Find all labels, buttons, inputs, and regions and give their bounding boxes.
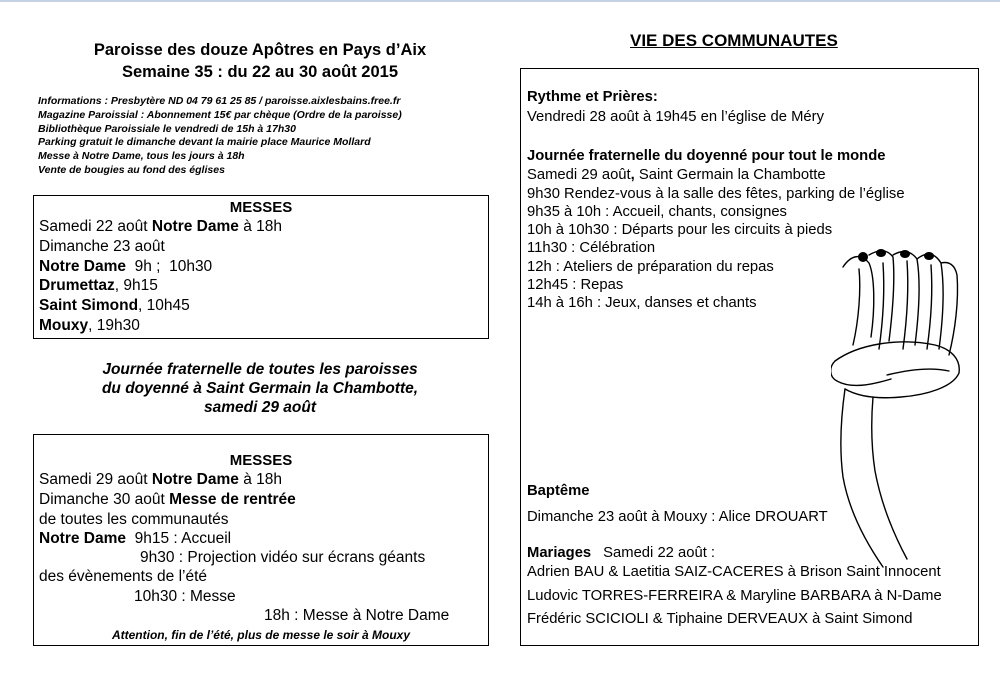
mass-line: Notre Dame 9h ; 10h30	[39, 258, 213, 275]
info-line: Messe à Notre Dame, tous les jours à 18h	[38, 150, 245, 163]
vie-title: VIE DES COMMUNAUTES	[630, 31, 838, 50]
info-block	[38, 95, 402, 178]
mass-line: 9h30 : Projection vidéo sur écrans géants	[140, 549, 426, 566]
week-title: Semaine 35 : du 22 au 30 août 2015	[121, 63, 399, 81]
parish-title: Paroisse des douze Apôtres en Pays d’Aix	[93, 41, 427, 59]
mass-line: 18h : Messe à Notre Dame	[264, 607, 450, 624]
mass-line: Dimanche 30 août Messe de rentrée	[39, 491, 296, 508]
info-line: Parking gratuit le dimanche devant la mairie place Maurice Mollard	[38, 136, 371, 149]
journee-line: samedi 29 août	[204, 399, 316, 416]
mass-line: Samedi 22 août Notre Dame à 18h	[39, 218, 282, 235]
mariages-date: Samedi 22 août :	[603, 545, 716, 561]
journee-subtitle: Samedi 29 août, Saint Germain la Chambotte	[527, 167, 826, 183]
mass-line: Dimanche 23 août	[39, 238, 165, 255]
mariage-line: Frédéric SCICIOLI & Tiphaine DERVEAUX à Saint Simond	[527, 611, 913, 627]
hands-figures-illustration	[831, 249, 966, 574]
rythme-line: Vendredi 28 août à 19h45 en l’église de Méry	[527, 109, 824, 125]
mass-line: des évènements de l’été	[39, 568, 208, 585]
program-line: 12h : Ateliers de préparation du repas	[527, 259, 774, 275]
mariages-header	[527, 545, 715, 561]
mass-line: Saint Simond, 10h45	[39, 297, 190, 314]
program-line: 14h à 16h : Jeux, danses et chants	[527, 295, 757, 311]
messes-box-next-week	[33, 434, 489, 646]
top-border	[0, 0, 1000, 2]
journee-line: du doyenné à Saint Germain la Chambotte,	[101, 380, 419, 397]
program-line: 12h45 : Repas	[527, 277, 624, 293]
rythme-heading: Rythme et Prières:	[527, 89, 658, 105]
program-line: 9h30 Rendez-vous à la salle des fêtes, parking de l’église	[527, 186, 905, 202]
messes-heading: MESSES	[229, 452, 293, 469]
journee-notice	[30, 360, 490, 417]
attention-note: Attention, fin de l’été, plus de messe le soir à Mouxy	[111, 628, 411, 642]
mass-line: Mouxy, 19h30	[39, 317, 140, 334]
messes-box-week	[33, 195, 489, 339]
info-line: Vente de bougies au fond des églises	[38, 163, 225, 176]
mariage-line: Ludovic TORRES-FERREIRA & Maryline BARBARA à N-Dame	[527, 588, 942, 604]
journee-line: Journée fraternelle de toutes les paroisses	[102, 361, 418, 378]
bapteme-heading: Baptême	[527, 483, 590, 499]
info-line: Bibliothèque Paroissiale le vendredi de 15h à 17h30	[38, 122, 296, 135]
mariages-heading: Mariages	[527, 545, 592, 561]
program-line: 10h à 10h30 : Départs pour les circuits à pieds	[527, 222, 833, 238]
mass-line: Drumettaz, 9h15	[39, 277, 158, 294]
bapteme-line: Dimanche 23 août à Mouxy : Alice DROUART	[527, 509, 828, 525]
mass-line: de toutes les communautés	[39, 511, 229, 528]
program-line: 9h35 à 10h : Accueil, chants, consignes	[527, 204, 787, 220]
program-line: 11h30 : Célébration	[527, 240, 656, 256]
vie-box	[520, 68, 979, 646]
mariage-line: Adrien BAU & Laetitia SAIZ-CACERES à Brison Saint Innocent	[527, 564, 941, 580]
messes-heading: MESSES	[229, 199, 293, 216]
mass-line: Notre Dame 9h15 : Accueil	[39, 530, 232, 547]
mass-line: Samedi 29 août Notre Dame à 18h	[39, 471, 282, 488]
mass-line: 10h30 : Messe	[134, 588, 236, 605]
info-line: Magazine Paroissial : Abonnement 15€ par chèque (Ordre de la paroisse)	[38, 108, 402, 121]
journee-heading: Journée fraternelle du doyenné pour tout le monde	[527, 148, 886, 164]
info-line: Informations : Presbytère ND 04 79 61 25 85 / paroisse.aixlesbains.free.fr	[38, 95, 401, 107]
